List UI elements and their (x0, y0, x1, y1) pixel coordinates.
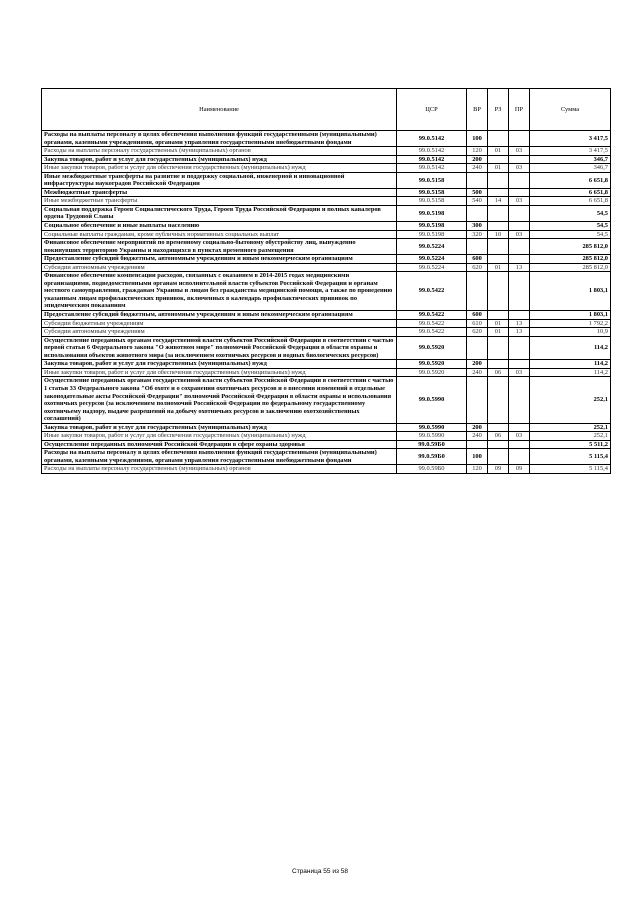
cell-name: Предоставление субсидий бюджетным, автономным учреждениям и иным некоммерческим организациям (42, 255, 397, 264)
cell-rz: 01 (488, 263, 509, 272)
table-row (42, 147, 611, 156)
cell-rz: 14 (488, 197, 509, 206)
cell-vr: 240 (467, 432, 488, 441)
cell-vr (467, 172, 488, 188)
cell-sum: 5 115,4 (530, 449, 611, 465)
cell-rz (488, 188, 509, 197)
cell-vr: 540 (467, 197, 488, 206)
table-row (42, 230, 611, 239)
cell-rz: 01 (488, 319, 509, 328)
cell-name: Межбюджетные трансферты (42, 188, 397, 197)
cell-name: Иные межбюджетные трансферты (42, 197, 397, 206)
cell-pr (509, 423, 530, 432)
cell-vr (467, 377, 488, 423)
cell-name: Социальные выплаты гражданам, кроме публичных нормативных социальных выплат (42, 230, 397, 239)
cell-csr: 99.0.5198 (397, 205, 467, 221)
cell-sum: 10,9 (530, 328, 611, 337)
cell-rz (488, 205, 509, 221)
cell-name: Расходы на выплаты персоналу государственных (муниципальных) органов (42, 147, 397, 156)
header-name: Наименование (42, 89, 397, 131)
cell-rz (488, 449, 509, 465)
cell-csr: 99.0.5142 (397, 131, 467, 147)
cell-vr: 200 (467, 360, 488, 369)
cell-vr: 600 (467, 255, 488, 264)
table-row (42, 319, 611, 328)
cell-name: Осуществление переданных органам государственной власти субъектов Российской Федерации в соответствии с частью первой статьи 6 Федерального закона "О животном мире" полномочий Российской Федерации в области охраны и использования объектов животного мира (за исключением охотничьих ресурсов и водных биологических ресурсов) (42, 336, 397, 360)
cell-rz (488, 172, 509, 188)
table-row (42, 155, 611, 164)
table-row (42, 311, 611, 320)
cell-csr: 99.0.5224 (397, 239, 467, 255)
table-row (42, 465, 611, 474)
cell-sum: 6 651,8 (530, 188, 611, 197)
cell-csr: 99.0.5990 (397, 432, 467, 441)
cell-pr (509, 311, 530, 320)
table-row (42, 172, 611, 188)
cell-name: Предоставление субсидий бюджетным, автономным учреждениям и иным некоммерческим организациям (42, 311, 397, 320)
cell-rz (488, 440, 509, 449)
cell-pr (509, 239, 530, 255)
table-row (42, 440, 611, 449)
cell-vr: 500 (467, 188, 488, 197)
cell-sum: 3 417,5 (530, 131, 611, 147)
cell-rz (488, 360, 509, 369)
cell-vr (467, 205, 488, 221)
cell-pr (509, 172, 530, 188)
table-row (42, 360, 611, 369)
cell-csr: 99.0.5198 (397, 222, 467, 231)
cell-name: Социальное обеспечение и иные выплаты населению (42, 222, 397, 231)
cell-pr: 03 (509, 432, 530, 441)
cell-sum: 252,1 (530, 423, 611, 432)
cell-rz (488, 131, 509, 147)
cell-name: Иные закупки товаров, работ и услуг для обеспечения государственных (муниципальных) нужд (42, 368, 397, 377)
cell-sum: 54,5 (530, 222, 611, 231)
cell-csr: 99.0.5422 (397, 328, 467, 337)
cell-sum: 3 417,5 (530, 147, 611, 156)
cell-sum: 1 803,1 (530, 272, 611, 311)
header-pr: ПР (509, 89, 530, 131)
table-row (42, 336, 611, 360)
cell-pr: 13 (509, 263, 530, 272)
cell-rz: 09 (488, 465, 509, 474)
table-row (42, 164, 611, 173)
table-row (42, 255, 611, 264)
cell-name: Субсидии автономным учреждениям (42, 263, 397, 272)
table-row (42, 449, 611, 465)
cell-vr: 320 (467, 230, 488, 239)
cell-sum: 285 812,0 (530, 255, 611, 264)
table-row (42, 131, 611, 147)
cell-vr: 240 (467, 164, 488, 173)
cell-csr: 99.0.5920 (397, 360, 467, 369)
cell-rz: 01 (488, 164, 509, 173)
cell-sum: 114,2 (530, 360, 611, 369)
cell-vr: 300 (467, 222, 488, 231)
cell-vr (467, 440, 488, 449)
cell-csr: 99.0.5920 (397, 336, 467, 360)
cell-pr: 03 (509, 197, 530, 206)
cell-vr (467, 272, 488, 311)
cell-vr: 620 (467, 328, 488, 337)
cell-name: Закупка товаров, работ и услуг для государственных (муниципальных) нужд (42, 423, 397, 432)
cell-name: Иные закупки товаров, работ и услуг для обеспечения государственных (муниципальных) нужд (42, 432, 397, 441)
cell-pr (509, 360, 530, 369)
cell-pr (509, 131, 530, 147)
cell-vr: 240 (467, 368, 488, 377)
table-row (42, 368, 611, 377)
cell-sum: 54,5 (530, 205, 611, 221)
cell-rz: 01 (488, 147, 509, 156)
header-vr: ВР (467, 89, 488, 131)
cell-csr: 99.0.5990 (397, 377, 467, 423)
cell-pr (509, 188, 530, 197)
table-row (42, 205, 611, 221)
cell-name: Иные межбюджетные трансферты на развитие и поддержку социальной, инженерной и инновационной инфраструктуры наукоградов Российской Федерации (42, 172, 397, 188)
cell-vr: 200 (467, 155, 488, 164)
cell-rz (488, 239, 509, 255)
cell-sum: 114,2 (530, 336, 611, 360)
cell-vr: 200 (467, 423, 488, 432)
cell-pr (509, 440, 530, 449)
cell-sum: 5 511,2 (530, 440, 611, 449)
table-row (42, 432, 611, 441)
cell-sum: 6 651,8 (530, 172, 611, 188)
cell-pr (509, 449, 530, 465)
table-header-row (42, 89, 611, 131)
cell-name: Социальная поддержка Героев Социалистического Труда, Героев Труда Российской Федерации и полных кавалеров ордена Трудовой Славы (42, 205, 397, 221)
cell-name: Финансовое обеспечение компенсации расходов, связанных с оказанием в 2014-2015 годах медицинскими организациями, подведомственными органам исполнительной власти субъектов Российской Федерации и органам местного самоуправления, гражданам Украины и лицам без гражданства медицинской помощи, а также по проведению указанным лицам профилактических прививок, включенных в календарь профилактических прививок по эпидемическим показаниям (42, 272, 397, 311)
table-row (42, 377, 611, 423)
cell-vr: 620 (467, 263, 488, 272)
cell-csr: 99.0.5158 (397, 197, 467, 206)
cell-csr: 99.0.5224 (397, 255, 467, 264)
cell-pr: 03 (509, 230, 530, 239)
table-row (42, 188, 611, 197)
cell-pr: 13 (509, 319, 530, 328)
cell-name: Субсидии бюджетным учреждениям (42, 319, 397, 328)
cell-csr: 99.0.5224 (397, 263, 467, 272)
cell-sum: 346,7 (530, 164, 611, 173)
cell-csr: 99.0.5142 (397, 164, 467, 173)
cell-rz: 06 (488, 432, 509, 441)
table-row (42, 328, 611, 337)
cell-rz: 06 (488, 368, 509, 377)
cell-csr: 99.0.5422 (397, 311, 467, 320)
cell-pr (509, 205, 530, 221)
cell-csr: 99.0.5158 (397, 188, 467, 197)
cell-vr (467, 239, 488, 255)
cell-name: Расходы на выплаты персоналу в целях обеспечения выполнения функций государственными (муниципальными) органами, казенными учреждениями, органами управления государственными внебюджетными фондами (42, 449, 397, 465)
cell-sum: 114,2 (530, 368, 611, 377)
cell-csr: 99.0.5142 (397, 147, 467, 156)
table-row (42, 263, 611, 272)
cell-pr (509, 155, 530, 164)
cell-vr (467, 336, 488, 360)
cell-rz (488, 222, 509, 231)
cell-pr (509, 222, 530, 231)
table-row (42, 423, 611, 432)
cell-csr: 99.0.5990 (397, 423, 467, 432)
cell-vr: 100 (467, 449, 488, 465)
cell-sum: 1 803,1 (530, 311, 611, 320)
cell-pr: 03 (509, 368, 530, 377)
cell-csr: 99.0.59Б0 (397, 465, 467, 474)
cell-sum: 285 812,0 (530, 263, 611, 272)
cell-pr (509, 377, 530, 423)
cell-name: Финансовое обеспечение мероприятий по временному социально-бытовому обустройству лиц, вынужденно покинувших территорию Украины и находящихся в пунктах временного размещения (42, 239, 397, 255)
cell-sum: 5 115,4 (530, 465, 611, 474)
cell-vr: 120 (467, 465, 488, 474)
cell-vr: 120 (467, 147, 488, 156)
table-body (42, 131, 611, 474)
cell-name: Субсидии автономным учреждениям (42, 328, 397, 337)
cell-csr: 99.0.59Б0 (397, 449, 467, 465)
cell-rz (488, 377, 509, 423)
cell-rz (488, 255, 509, 264)
header-rz: РЗ (488, 89, 509, 131)
budget-table (41, 88, 611, 474)
cell-name: Закупка товаров, работ и услуг для государственных (муниципальных) нужд (42, 155, 397, 164)
cell-pr (509, 272, 530, 311)
table-row (42, 239, 611, 255)
cell-pr (509, 336, 530, 360)
header-csr: ЦСР (397, 89, 467, 131)
cell-rz: 10 (488, 230, 509, 239)
cell-sum: 252,1 (530, 377, 611, 423)
cell-csr: 99.0.5142 (397, 155, 467, 164)
cell-pr: 13 (509, 328, 530, 337)
cell-sum: 54,5 (530, 230, 611, 239)
table-row (42, 272, 611, 311)
cell-name: Осуществление переданных органам государственной власти субъектов Российской Федерации в соответствии с частью 1 статьи 33 Федерального закона "Об охоте и о сохранении охотничьих ресурсов и о внесении изменений в отдельные законодательные акты Российской Федерации" полномочий Российской Федерации в области охраны и использования охотничьих ресурсов (за исключением полномочий Российской Федерации по федеральному государственному охотничьему надзору, выдаче разрешений на добычу охотничьих ресурсов и заключению охотхозяйственных соглашений) (42, 377, 397, 423)
table-row (42, 222, 611, 231)
cell-rz (488, 311, 509, 320)
cell-sum: 346,7 (530, 155, 611, 164)
cell-rz (488, 336, 509, 360)
cell-vr: 610 (467, 319, 488, 328)
cell-rz (488, 423, 509, 432)
cell-pr: 03 (509, 164, 530, 173)
cell-name: Расходы на выплаты персоналу государственных (муниципальных) органов (42, 465, 397, 474)
cell-csr: 99.0.5198 (397, 230, 467, 239)
cell-vr: 100 (467, 131, 488, 147)
cell-name: Осуществление переданных полномочий Российской Федерации в сфере охраны здоровья (42, 440, 397, 449)
cell-sum: 252,1 (530, 432, 611, 441)
cell-name: Закупка товаров, работ и услуг для государственных (муниципальных) нужд (42, 360, 397, 369)
cell-sum: 1 792,2 (530, 319, 611, 328)
header-sum: Сумма (530, 89, 611, 131)
cell-name: Иные закупки товаров, работ и услуг для обеспечения государственных (муниципальных) нужд (42, 164, 397, 173)
cell-csr: 99.0.5422 (397, 319, 467, 328)
cell-rz (488, 155, 509, 164)
cell-csr: 99.0.5920 (397, 368, 467, 377)
cell-csr: 99.0.5158 (397, 172, 467, 188)
cell-sum: 6 651,8 (530, 197, 611, 206)
cell-pr (509, 255, 530, 264)
cell-name: Расходы на выплаты персоналу в целях обеспечения выполнения функций государственными (муниципальными) органами, казенными учреждениями, органами управления государственными внебюджетными фондами (42, 131, 397, 147)
cell-csr: 99.0.59Б0 (397, 440, 467, 449)
cell-pr: 09 (509, 465, 530, 474)
cell-pr: 03 (509, 147, 530, 156)
table-row (42, 197, 611, 206)
cell-csr: 99.0.5422 (397, 272, 467, 311)
cell-rz (488, 272, 509, 311)
page-number: Страница 55 из 58 (292, 868, 348, 875)
cell-sum: 285 812,0 (530, 239, 611, 255)
cell-vr: 600 (467, 311, 488, 320)
cell-rz: 01 (488, 328, 509, 337)
